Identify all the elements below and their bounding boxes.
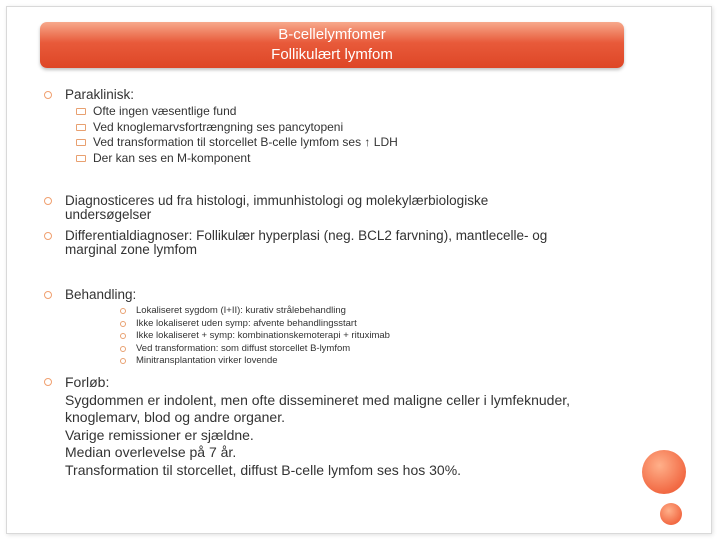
bullet-icon [44, 232, 52, 240]
differential-line-1: Differentialdiagnoser: Follikulær hyperplasi (neg. BCL2 farvning), mantlecelle- og [65, 228, 548, 243]
circle-bullet-icon [120, 346, 126, 352]
circle-bullet-icon [120, 358, 126, 364]
decorative-circle-large [642, 450, 686, 494]
list-item-text: Ved transformation til storcellet B-celle lymfom ses ↑ LDH [93, 135, 398, 149]
square-bullet-icon [76, 155, 86, 162]
list-item-text: Ved knoglemarvsfortrængning ses pancytopeni [93, 119, 344, 134]
list-item-text: Ikke lokaliseret uden symp: afvente behandlingsstart [136, 317, 357, 329]
forlob-line: knoglemarv, blod og andre organer. [65, 409, 285, 425]
list-item-text: Lokaliseret sygdom (I+II): kurativ strålebehandling [136, 305, 346, 316]
diagnose-line-2: undersøgelser [65, 207, 152, 222]
differential-line-2: marginal zone lymfom [65, 242, 198, 257]
forlob-line: Sygdommen er indolent, men ofte dissemineret med maligne celler i lymfeknuder, [65, 391, 571, 408]
behandling-heading: Behandling: [65, 287, 137, 302]
title-banner [40, 22, 624, 68]
paraklinisk-heading: Paraklinisk: [65, 87, 135, 102]
decorative-circle-small [660, 503, 682, 525]
circle-bullet-icon [120, 321, 126, 327]
circle-bullet-icon [120, 333, 126, 339]
square-bullet-icon [76, 108, 86, 115]
title-line-2: Follikulært lymfom [271, 46, 393, 63]
forlob-line: Transformation til storcellet, diffust B-celle lymfom ses hos 30%. [65, 461, 462, 478]
forlob-line: Varige remissioner er sjældne. [65, 426, 254, 443]
forlob-line: Median overlevelse på 7 år. [65, 444, 237, 460]
list-item-text: Der kan ses en M-komponent [93, 150, 251, 165]
list-item-text: Ikke lokaliseret + symp: kombinationskemoterapi + rituximab [136, 330, 390, 341]
list-item-text: Minitransplantation virker lovende [136, 355, 278, 366]
bullet-icon [44, 291, 52, 299]
title-line-1: B-cellelymfomer [278, 26, 386, 43]
square-bullet-icon [76, 124, 86, 131]
circle-bullet-icon [120, 308, 126, 314]
list-item-text: Ved transformation: som diffust storcellet B-lymfom [136, 342, 351, 354]
bullet-icon [44, 91, 52, 99]
square-bullet-icon [76, 139, 86, 146]
list-item-text: Ofte ingen væsentlige fund [93, 104, 237, 118]
bullet-icon [44, 197, 52, 205]
forlob-heading: Forløb: [65, 374, 110, 390]
bullet-icon [44, 378, 52, 386]
diagnose-line-1: Diagnosticeres ud fra histologi, immunhistologi og molekylærbiologiske [65, 193, 489, 208]
